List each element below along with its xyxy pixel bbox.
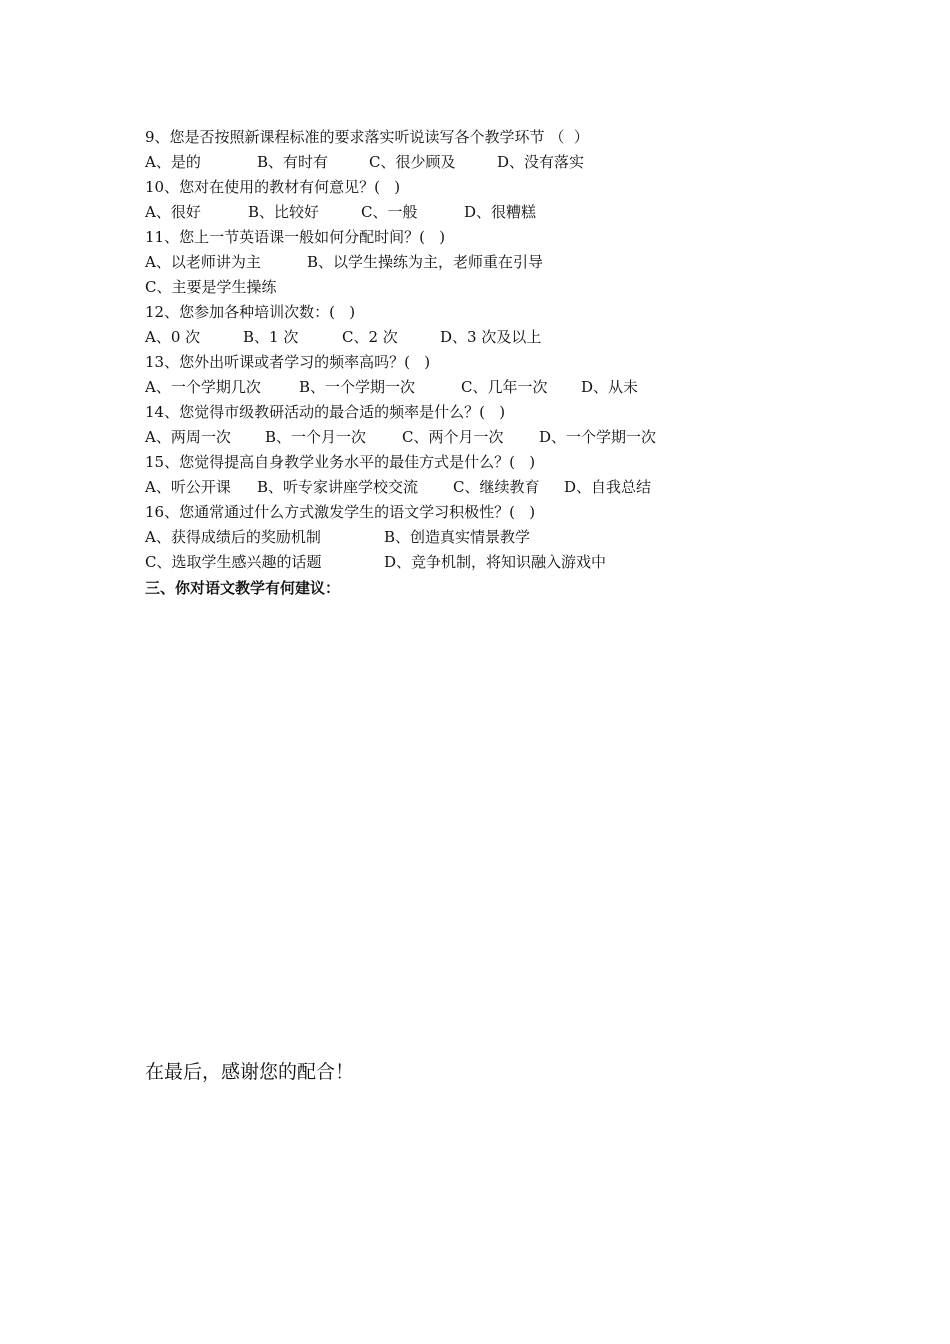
q12-option-a: A、0 次 xyxy=(145,328,201,346)
q9-option-d: D、没有落实 xyxy=(497,153,585,171)
q14-option-c: C、两个月一次 xyxy=(402,428,504,446)
q9-option-a: A、是的 xyxy=(145,153,201,171)
q13-option-a: A、一个学期几次 xyxy=(145,378,261,396)
q11-option-c: C、主要是学生操练 xyxy=(145,278,277,296)
q13-option-c: C、几年一次 xyxy=(461,378,548,396)
q16-option-a: A、获得成绩后的奖励机制 xyxy=(145,528,321,546)
question-15: 15、您觉得提高自身教学业务水平的最佳方式是什么？( ) xyxy=(145,453,536,471)
closing-thanks: 在最后，感谢您的配合！ xyxy=(145,1061,355,1083)
q15-option-a: A、听公开课 xyxy=(145,478,231,496)
q10-option-c: C、一般 xyxy=(361,203,418,221)
q14-option-d: D、一个学期一次 xyxy=(539,428,657,446)
q11-option-a: A、以老师讲为主 xyxy=(145,253,261,271)
q11-option-b: B、以学生操练为主，老师重在引导 xyxy=(307,253,544,271)
question-12: 12、您参加各种培训次数：( ) xyxy=(145,303,356,321)
q16-option-d: D、竞争机制，将知识融入游戏中 xyxy=(384,553,607,571)
section-three-heading: 三、你对语文教学有何建议： xyxy=(145,579,341,597)
question-11: 11、您上一节英语课一般如何分配时间？( ) xyxy=(145,228,446,246)
q9-option-b: B、有时有 xyxy=(257,153,329,171)
q13-option-b: B、一个学期一次 xyxy=(299,378,416,396)
q15-option-d: D、自我总结 xyxy=(564,478,652,496)
q16-option-b: B、创造真实情景教学 xyxy=(384,528,531,546)
question-13: 13、您外出听课或者学习的频率高吗？( ) xyxy=(145,353,431,371)
q10-option-d: D、很糟糕 xyxy=(464,203,537,221)
q15-option-b: B、听专家讲座学校交流 xyxy=(257,478,419,496)
q13-option-d: D、从未 xyxy=(581,378,639,396)
q12-option-c: C、2 次 xyxy=(342,328,398,346)
q10-option-b: B、比较好 xyxy=(248,203,320,221)
question-10: 10、您对在使用的教材有何意见？( ) xyxy=(145,178,401,196)
q16-option-c: C、选取学生感兴趣的话题 xyxy=(145,553,322,571)
q14-option-b: B、一个月一次 xyxy=(265,428,367,446)
q12-option-b: B、1 次 xyxy=(243,328,299,346)
question-14: 14、您觉得市级教研活动的最合适的频率是什么？( ) xyxy=(145,403,506,421)
question-9: 9、您是否按照新课程标准的要求落实听说读写各个教学环节 （ ） xyxy=(145,128,589,146)
question-16: 16、您通常通过什么方式激发学生的语文学习积极性？( ) xyxy=(145,503,536,521)
q12-option-d: D、3 次及以上 xyxy=(440,328,542,346)
q9-option-c: C、很少顾及 xyxy=(369,153,456,171)
q14-option-a: A、两周一次 xyxy=(145,428,231,446)
q10-option-a: A、很好 xyxy=(145,203,201,221)
q15-option-c: C、继续教育 xyxy=(453,478,540,496)
